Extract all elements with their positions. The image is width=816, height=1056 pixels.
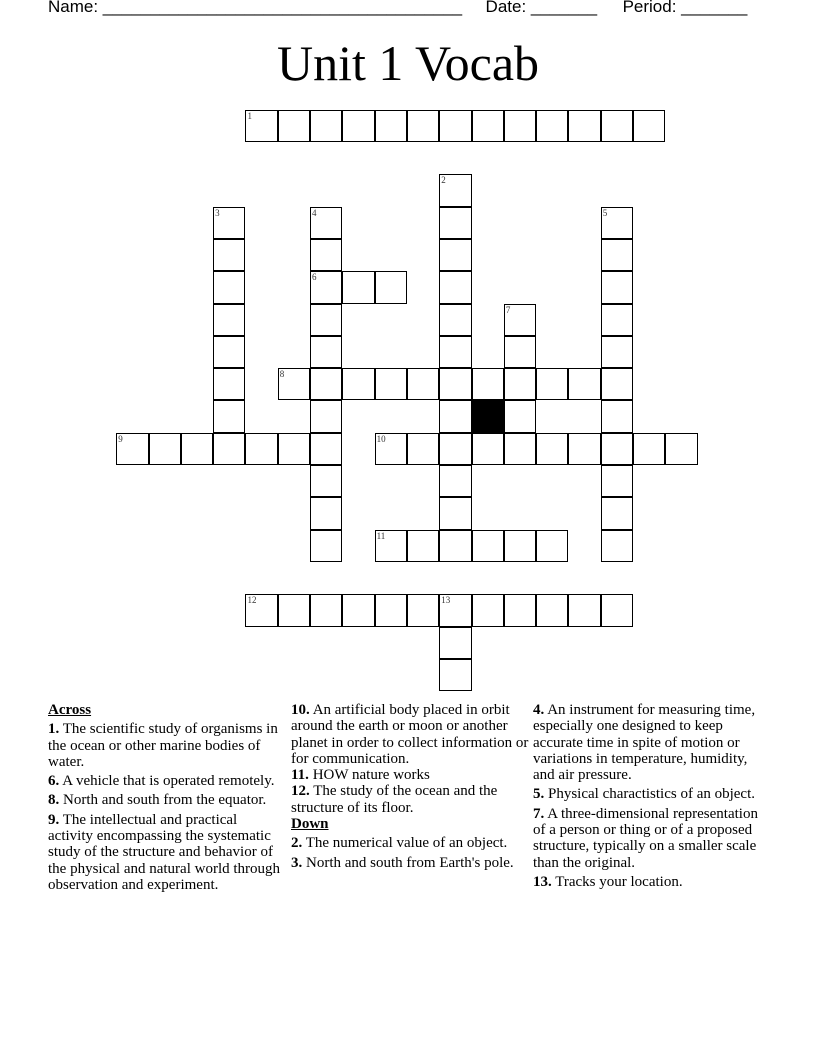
date-field[interactable]: Date: _______ — [485, 0, 598, 16]
period-field[interactable]: Period: _______ — [622, 0, 748, 16]
grid-cell[interactable] — [601, 304, 633, 336]
grid-cell[interactable] — [310, 271, 342, 303]
grid-cell[interactable] — [568, 433, 600, 465]
grid-cell[interactable] — [504, 433, 536, 465]
grid-cell[interactable] — [439, 239, 471, 271]
grid-cell[interactable] — [536, 594, 568, 626]
grid-cell[interactable] — [633, 110, 665, 142]
grid-cell[interactable] — [213, 368, 245, 400]
clue-number: 13 — [441, 595, 451, 606]
grid-cell[interactable] — [149, 433, 181, 465]
name-field[interactable]: Name: ______________________________________ — [48, 0, 463, 16]
grid-cell[interactable] — [439, 530, 471, 562]
clue-down-3: 3. North and south from Earth's pole. — [291, 854, 514, 871]
clues-column-2 — [291, 702, 529, 874]
grid-cell[interactable] — [504, 400, 536, 432]
grid-cell[interactable] — [439, 400, 471, 432]
grid-cell[interactable] — [601, 530, 633, 562]
clue-down-7: 7. A three-dimensional representation of a person or thing or of a proposed structure, typically on a smaller scale than the original. — [533, 805, 758, 871]
grid-cell[interactable] — [439, 465, 471, 497]
clue-across-8: 8. North and south from the equator. — [48, 792, 267, 809]
clue-number: 7 — [505, 304, 511, 315]
grid-cell[interactable] — [310, 400, 342, 432]
clue-down-13: 13. Tracks your location. — [533, 873, 683, 890]
clue-down-5: 5. Physical charactistics of an object. — [533, 786, 756, 803]
grid-cell[interactable] — [568, 110, 600, 142]
clues-column-3 — [533, 702, 765, 893]
grid-cell[interactable] — [310, 336, 342, 368]
grid-cell[interactable] — [310, 110, 342, 142]
clue-number: 2 — [441, 175, 446, 186]
grid-cell[interactable] — [439, 207, 471, 239]
across-heading: Across — [48, 702, 92, 718]
grid-cell[interactable] — [601, 336, 633, 368]
grid-cell[interactable] — [116, 433, 148, 465]
grid-cell[interactable] — [245, 594, 277, 626]
grid-cell[interactable] — [213, 433, 245, 465]
grid-cell[interactable] — [601, 497, 633, 529]
grid-cell[interactable] — [407, 110, 439, 142]
grid-cell[interactable] — [601, 400, 633, 432]
grid-cell[interactable] — [310, 433, 342, 465]
clue-number: 5 — [602, 207, 608, 218]
grid-cell[interactable] — [665, 433, 697, 465]
grid-cell[interactable] — [375, 368, 407, 400]
clue-across-1: 1. The scientific study of organisms in the ocean or other marine bodies of water. — [48, 721, 278, 770]
grid-cell[interactable] — [310, 594, 342, 626]
grid-cell[interactable] — [504, 336, 536, 368]
grid-cell[interactable] — [310, 530, 342, 562]
clues-column-1 — [48, 702, 283, 896]
grid-cell[interactable] — [407, 530, 439, 562]
grid-cell[interactable] — [310, 304, 342, 336]
grid-cell[interactable] — [601, 465, 633, 497]
grid-cell[interactable] — [536, 530, 568, 562]
grid-cell[interactable] — [536, 433, 568, 465]
grid-cell[interactable] — [278, 433, 310, 465]
grid-cell[interactable] — [601, 239, 633, 271]
grid-cell[interactable] — [181, 433, 213, 465]
grid-cell[interactable] — [375, 530, 407, 562]
grid-cell[interactable] — [407, 368, 439, 400]
grid-cell[interactable] — [439, 594, 471, 626]
grid-cell[interactable] — [504, 594, 536, 626]
grid-cell[interactable] — [601, 271, 633, 303]
grid-cell[interactable] — [439, 271, 471, 303]
grid-cell[interactable] — [504, 368, 536, 400]
grid-cell[interactable] — [278, 368, 310, 400]
grid-cell[interactable] — [245, 433, 277, 465]
grid-cell[interactable] — [536, 368, 568, 400]
grid-cell[interactable] — [245, 110, 277, 142]
grid-cell[interactable] — [568, 368, 600, 400]
grid-cell[interactable] — [342, 110, 374, 142]
grid-cell[interactable] — [213, 207, 245, 239]
grid-cell[interactable] — [439, 627, 471, 659]
clue-across-10: 10. An artificial body placed in orbit around the earth or moon or another planet in order to collect information or for communication. — [291, 702, 529, 767]
clue-number: 12 — [247, 595, 257, 606]
grid-cell[interactable] — [310, 239, 342, 271]
clue-number: 10 — [376, 433, 386, 444]
grid-cell[interactable] — [472, 110, 504, 142]
grid-cell[interactable] — [310, 497, 342, 529]
clue-down-4: 4. An instrument for measuring time, especially one designed to keep accurate time in spite of motion or variations in temperature, humidity, and air pressure. — [533, 702, 756, 784]
grid-cell[interactable] — [439, 659, 471, 691]
grid-cell[interactable] — [439, 433, 471, 465]
grid-cell[interactable] — [342, 368, 374, 400]
grid-cell[interactable] — [472, 368, 504, 400]
clue-down-2: 2. The numerical value of an object. — [291, 835, 508, 852]
grid-cell[interactable] — [310, 368, 342, 400]
grid-cell[interactable] — [439, 368, 471, 400]
grid-cell[interactable] — [375, 594, 407, 626]
clue-across-12: 12. The study of the ocean and the structure of its floor. — [291, 783, 498, 816]
grid-cell[interactable] — [439, 336, 471, 368]
grid-cell[interactable] — [601, 368, 633, 400]
clue-number: 8 — [279, 369, 285, 380]
grid-cell[interactable] — [213, 239, 245, 271]
grid-cell[interactable] — [439, 304, 471, 336]
grid-cell[interactable] — [601, 110, 633, 142]
grid-cell[interactable] — [278, 110, 310, 142]
grid-cell[interactable] — [375, 110, 407, 142]
grid-cell[interactable] — [213, 271, 245, 303]
grid-cell[interactable] — [342, 594, 374, 626]
grid-cell[interactable] — [536, 110, 568, 142]
grid-cell[interactable] — [601, 433, 633, 465]
grid-cell[interactable] — [310, 465, 342, 497]
grid-cell[interactable] — [213, 400, 245, 432]
clue-number: 4 — [312, 207, 317, 218]
grid-cell[interactable] — [504, 304, 536, 336]
grid-cell[interactable] — [601, 594, 633, 626]
grid-cell[interactable] — [407, 594, 439, 626]
grid-cell[interactable] — [278, 594, 310, 626]
grid-cell[interactable] — [504, 530, 536, 562]
grid-cell[interactable] — [633, 433, 665, 465]
grid-cell[interactable] — [439, 174, 471, 206]
grid-cell[interactable] — [472, 433, 504, 465]
clue-number: 6 — [312, 272, 317, 283]
down-heading: Down — [291, 816, 329, 833]
clue-across-6: 6. A vehicle that is operated remotely. — [48, 773, 275, 790]
clue-number: 11 — [376, 530, 386, 541]
grid-cell[interactable] — [504, 110, 536, 142]
grid-cell[interactable] — [601, 207, 633, 239]
clue-number: 9 — [118, 433, 123, 444]
grid-cell[interactable] — [472, 530, 504, 562]
grid-cell[interactable] — [472, 594, 504, 626]
grid-cell[interactable] — [375, 433, 407, 465]
grid-cell[interactable] — [439, 110, 471, 142]
grid-cell[interactable] — [439, 497, 471, 529]
clue-number: 3 — [215, 207, 220, 218]
puzzle-title: Unit 1 Vocab — [276, 35, 540, 91]
grid-cell[interactable] — [568, 594, 600, 626]
black-cell — [472, 400, 504, 432]
grid-cell[interactable] — [310, 207, 342, 239]
grid-cell[interactable] — [407, 433, 439, 465]
clue-across-11: 11. HOW nature works — [291, 767, 430, 784]
grid-cell[interactable] — [375, 271, 407, 303]
clue-number: 1 — [247, 110, 252, 121]
clue-across-9: 9. The intellectual and practical activity encompassing the systematic study of the structure and behavior of the physical and natural world through observation and experiment. — [48, 811, 281, 893]
grid-cell[interactable] — [342, 271, 374, 303]
grid-cell[interactable] — [213, 304, 245, 336]
grid-cell[interactable] — [213, 336, 245, 368]
